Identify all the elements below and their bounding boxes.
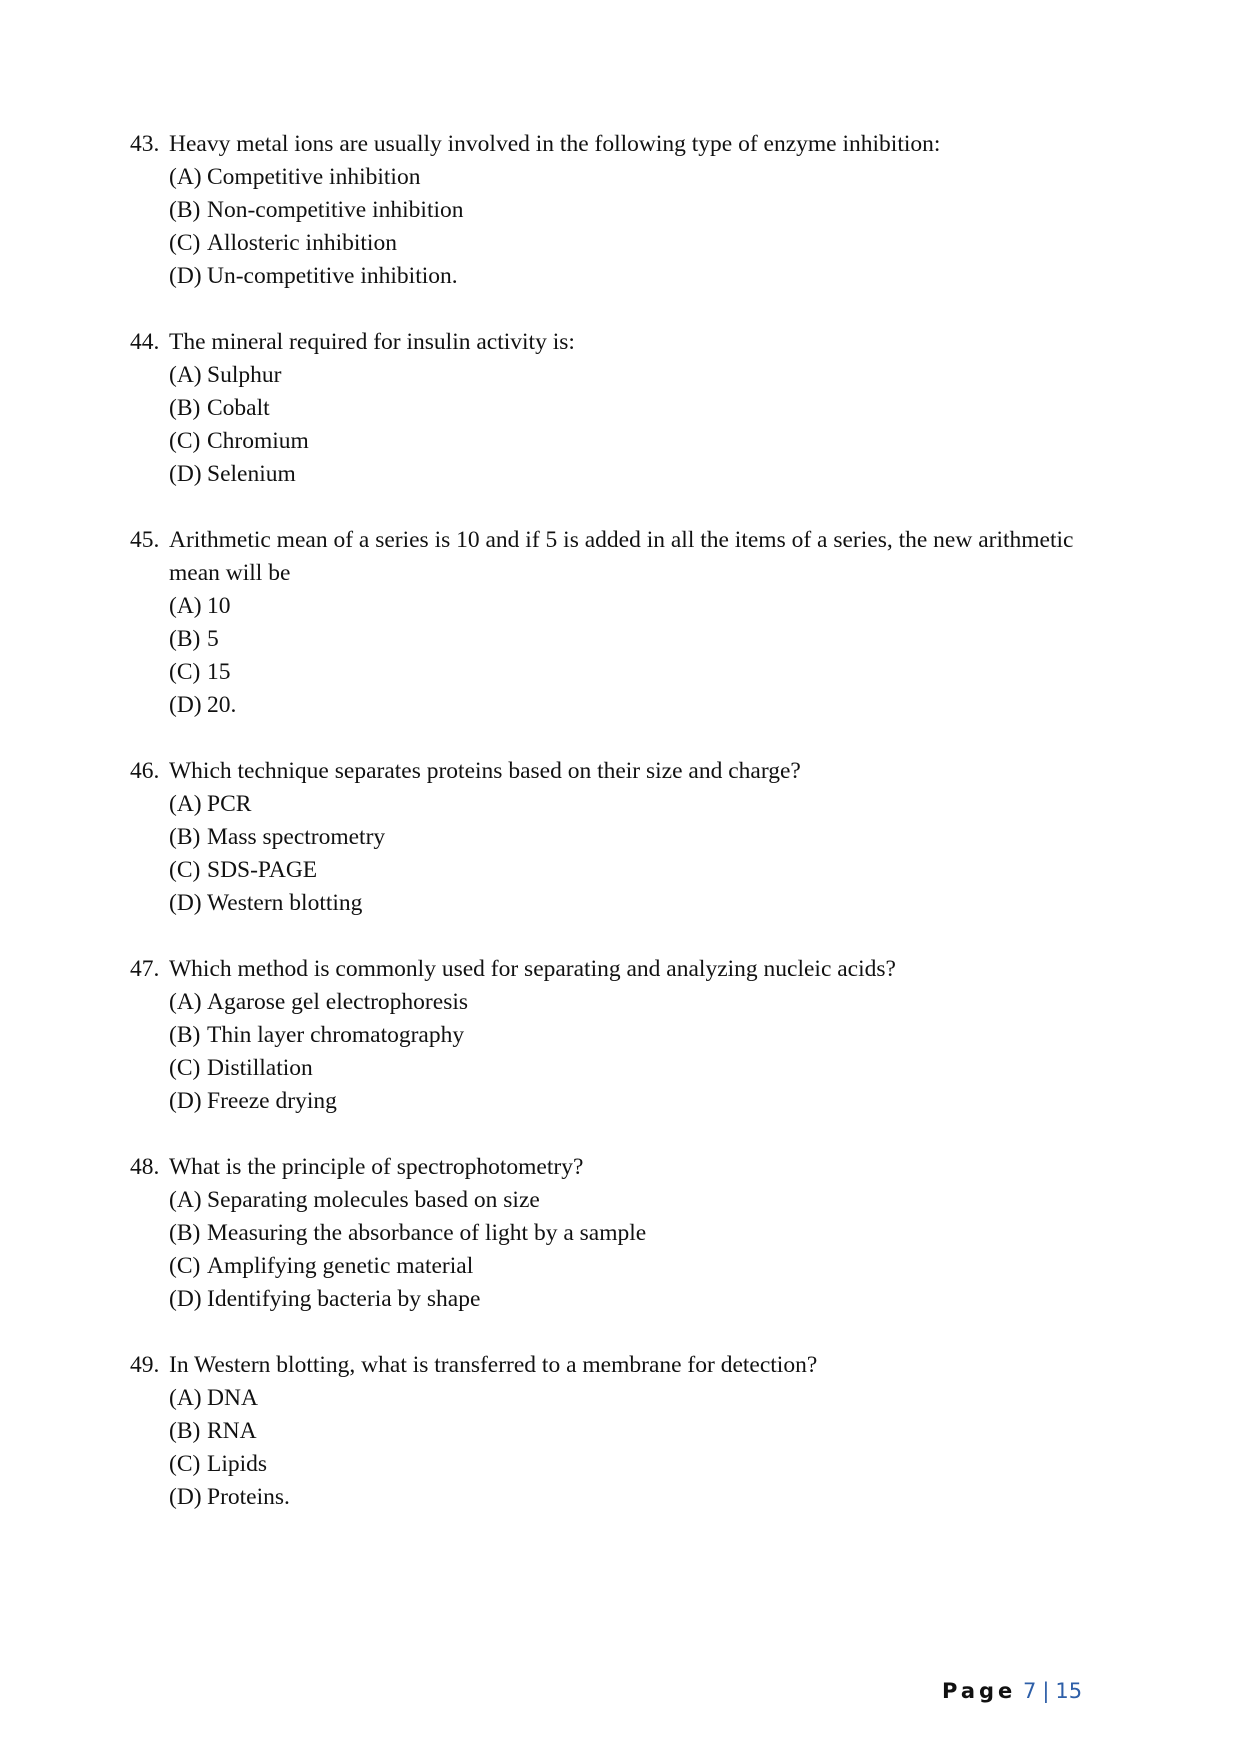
answer-option: [130, 1217, 1110, 1250]
answer-options: [130, 359, 1110, 491]
option-letter: (A): [169, 791, 202, 817]
answer-options: [130, 986, 1110, 1118]
option-text: Selenium: [207, 461, 296, 487]
option-text: 20.: [207, 692, 237, 718]
question-stem: [130, 326, 1110, 359]
question-number: 49.: [130, 1352, 160, 1378]
option-letter: (C): [169, 230, 201, 256]
option-text: Agarose gel electrophoresis: [207, 989, 469, 1015]
option-text: Amplifying genetic material: [207, 1253, 474, 1279]
option-text: Proteins.: [207, 1484, 290, 1510]
option-letter: (A): [169, 1385, 202, 1411]
option-letter: (D): [169, 1088, 202, 1114]
answer-option: [130, 1448, 1110, 1481]
option-letter: (D): [169, 461, 202, 487]
answer-option: [130, 161, 1110, 194]
option-letter: (D): [169, 890, 202, 916]
option-letter: (C): [169, 428, 201, 454]
question-stem: [130, 1349, 1110, 1382]
option-text: Allosteric inhibition: [207, 230, 397, 256]
answer-option: [130, 1250, 1110, 1283]
answer-option: [130, 227, 1110, 260]
option-letter: (B): [169, 1220, 201, 1246]
answer-option: [130, 788, 1110, 821]
question-number: 45.: [130, 527, 160, 553]
option-letter: (C): [169, 659, 201, 685]
option-text: Freeze drying: [207, 1088, 337, 1114]
option-text: 15: [207, 659, 231, 685]
question-number: 48.: [130, 1154, 160, 1180]
question-44: [130, 326, 1110, 491]
question-number: 47.: [130, 956, 160, 982]
question-text: Which technique separates proteins based on their size and charge?: [169, 758, 801, 784]
question-43: [130, 128, 1110, 293]
answer-options: [130, 1184, 1110, 1316]
question-46: [130, 755, 1110, 920]
answer-option: [130, 1019, 1110, 1052]
answer-option: [130, 887, 1110, 920]
answer-option: [130, 1415, 1110, 1448]
question-text: Arithmetic mean of a series is 10 and if 5 is added in all the items of a series, the new arithmetic mean will be: [169, 527, 1074, 586]
option-letter: (B): [169, 197, 201, 223]
answer-options: [130, 590, 1110, 722]
option-text: Sulphur: [207, 362, 282, 388]
question-48: [130, 1151, 1110, 1316]
option-letter: (A): [169, 1187, 202, 1213]
question-number: 43.: [130, 131, 160, 157]
option-text: 10: [207, 593, 231, 619]
option-text: Distillation: [207, 1055, 313, 1081]
page-label: Page: [942, 1679, 1017, 1703]
question-text: Which method is commonly used for separating and analyzing nucleic acids?: [169, 956, 896, 982]
option-letter: (A): [169, 362, 202, 388]
question-49: [130, 1349, 1110, 1514]
page-separator: |: [1042, 1679, 1050, 1703]
option-text: SDS-PAGE: [207, 857, 318, 883]
question-number: 44.: [130, 329, 160, 355]
question-text: Heavy metal ions are usually involved in the following type of enzyme inhibition:: [169, 131, 941, 157]
answer-option: [130, 260, 1110, 293]
page-footer: [942, 1677, 1082, 1705]
question-stem: [130, 128, 1110, 161]
question-stem: [130, 953, 1110, 986]
option-text: Cobalt: [207, 395, 270, 421]
question-text: What is the principle of spectrophotometry?: [169, 1154, 584, 1180]
answer-option: [130, 392, 1110, 425]
option-text: RNA: [207, 1418, 257, 1444]
option-text: DNA: [207, 1385, 258, 1411]
question-47: [130, 953, 1110, 1118]
answer-option: [130, 1085, 1110, 1118]
option-text: Thin layer chromatography: [207, 1022, 465, 1048]
answer-option: [130, 656, 1110, 689]
option-letter: (B): [169, 1418, 201, 1444]
option-text: Mass spectrometry: [207, 824, 386, 850]
option-text: Non-competitive inhibition: [207, 197, 464, 223]
total-pages: 15: [1055, 1679, 1083, 1703]
option-text: Competitive inhibition: [207, 164, 421, 190]
option-letter: (D): [169, 692, 202, 718]
option-text: Lipids: [207, 1451, 268, 1477]
question-stem: [130, 524, 1110, 590]
option-letter: (D): [169, 1484, 202, 1510]
answer-option: [130, 194, 1110, 227]
question-45: [130, 524, 1110, 722]
answer-option: [130, 359, 1110, 392]
option-letter: (B): [169, 395, 201, 421]
option-letter: (C): [169, 1253, 201, 1279]
option-letter: (D): [169, 263, 202, 289]
option-letter: (A): [169, 989, 202, 1015]
option-letter: (C): [169, 1451, 201, 1477]
question-number: 46.: [130, 758, 160, 784]
option-letter: (B): [169, 626, 201, 652]
answer-options: [130, 161, 1110, 293]
answer-option: [130, 1052, 1110, 1085]
answer-option: [130, 986, 1110, 1019]
answer-option: [130, 689, 1110, 722]
answer-option: [130, 425, 1110, 458]
answer-option: [130, 1382, 1110, 1415]
option-text: Western blotting: [207, 890, 363, 916]
answer-option: [130, 1283, 1110, 1316]
answer-option: [130, 821, 1110, 854]
answer-option: [130, 623, 1110, 656]
option-letter: (A): [169, 593, 202, 619]
option-text: Identifying bacteria by shape: [207, 1286, 481, 1312]
option-letter: (D): [169, 1286, 202, 1312]
question-stem: [130, 1151, 1110, 1184]
option-text: Measuring the absorbance of light by a sample: [207, 1220, 647, 1246]
option-text: Chromium: [207, 428, 309, 454]
option-letter: (C): [169, 857, 201, 883]
option-letter: (C): [169, 1055, 201, 1081]
option-text: Un-competitive inhibition.: [207, 263, 458, 289]
option-text: Separating molecules based on size: [207, 1187, 540, 1213]
option-text: 5: [207, 626, 219, 652]
current-page-number: 7: [1022, 1679, 1037, 1703]
option-letter: (B): [169, 824, 201, 850]
question-text: The mineral required for insulin activity is:: [169, 329, 575, 355]
answer-option: [130, 1481, 1110, 1514]
question-stem: [130, 755, 1110, 788]
option-text: PCR: [207, 791, 252, 817]
option-letter: (A): [169, 164, 202, 190]
answer-option: [130, 1184, 1110, 1217]
option-letter: (B): [169, 1022, 201, 1048]
answer-option: [130, 458, 1110, 491]
answer-option: [130, 590, 1110, 623]
question-text: In Western blotting, what is transferred to a membrane for detection?: [169, 1352, 818, 1378]
answer-options: [130, 788, 1110, 920]
answer-option: [130, 854, 1110, 887]
answer-options: [130, 1382, 1110, 1514]
question-list: [130, 128, 1110, 1547]
